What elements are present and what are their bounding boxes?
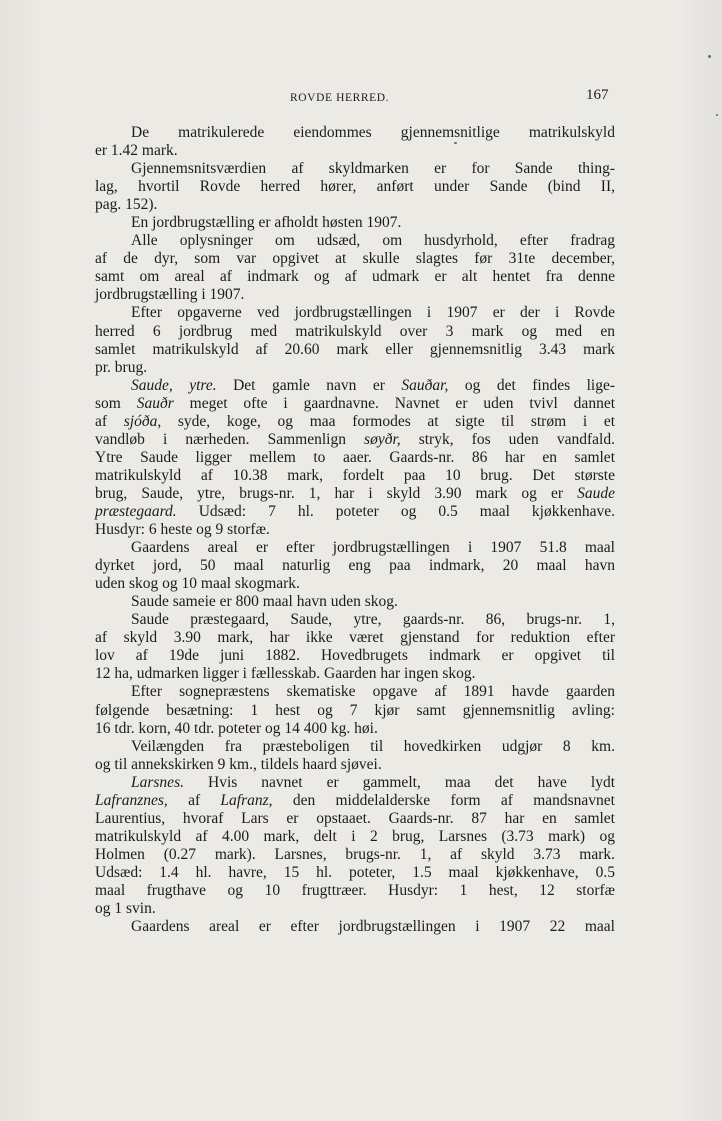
text-line: Gaardens areal er efter jordbrugstællingen i 1907 22 maal <box>131 918 615 936</box>
text-line: uden skog og 10 maal skogmark. <box>95 575 300 593</box>
text-line: lag, hvortil Rovde herred hører, anført under Sande (bind II, <box>95 178 615 196</box>
text-line <box>95 774 615 792</box>
text-line: Laurentius, hvoraf Lars er opstaaet. Gaards-nr. 87 har en samlet <box>95 809 615 827</box>
text-line: Holmen (0.27 mark). Larsnes, brugs-nr. 1, af skyld 3.73 mark. <box>95 845 615 863</box>
text-run: Det gamle navn er <box>216 376 402 394</box>
text-line: matrikulskyld af 4.00 mark, delt i 2 brug, Larsnes (3.73 mark) og <box>95 827 615 845</box>
italic-term: Saude <box>577 484 615 502</box>
text-line: Udsæd: 1.4 hl. havre, 15 hl. poteter, 1.5 maal kjøkkenhave, 0.5 <box>95 863 615 881</box>
italic-term: Lafranznes, <box>95 791 168 809</box>
text-run: Udsæd: 7 hl. poteter og 0.5 maal kjøkkenhave. <box>176 502 615 520</box>
text-line: Gaardens areal er efter jordbrugstællingen i 1907 51.8 maal <box>131 539 615 557</box>
text-line: jordbrugstælling i 1907. <box>95 286 245 304</box>
text-line: 16 tdr. korn, 40 tdr. poteter og 14 400 kg. høi. <box>95 719 378 737</box>
body-text <box>95 124 615 936</box>
italic-term: Sauðr <box>136 394 174 412</box>
running-head: ROVDE HERRED. <box>290 92 390 104</box>
text-line: dyrket jord, 50 maal naturlig eng paa indmark, 20 maal havn <box>95 557 615 575</box>
text-line: Husdyr: 6 heste og 9 storfæ. <box>95 521 270 539</box>
text-line: Alle oplysninger om udsæd, om husdyrhold, efter fradrag <box>131 232 615 250</box>
text-run: af <box>95 412 124 430</box>
text-line: er 1.42 mark. <box>95 142 178 160</box>
text-line: af skyld 3.90 mark, har ikke været gjenstand for reduktion efter <box>95 629 615 647</box>
text-line <box>95 395 615 413</box>
text-line: pr. brug. <box>95 358 148 376</box>
text-line: Saude præstegaard, Saude, ytre, gaards-nr. 86, brugs-nr. 1, <box>131 611 615 629</box>
text-line: og til annekskirken 9 km., tildels haard sjøvei. <box>95 755 382 773</box>
italic-term: Larsnes. <box>131 773 184 791</box>
italic-term: Sauðar, <box>401 376 449 394</box>
text-run: brug, Saude, ytre, brugs-nr. 1, har i skyld 3.90 mark og er <box>95 484 578 502</box>
text-run: syde, koge, og maa formodes at sigte til strøm i et <box>161 412 616 430</box>
text-run: af <box>167 791 221 809</box>
italic-term: Lafranz, <box>220 791 273 809</box>
italic-term: præstegaard. <box>95 502 177 520</box>
text-line <box>95 377 615 395</box>
italic-term: søyðr, <box>364 430 401 448</box>
text-line: En jordbrugstælling er afholdt høsten 1907. <box>131 214 402 232</box>
text-line: samt om areal af indmark og af udmark er alt hentet fra denne <box>95 268 615 286</box>
text-line: af de dyr, som var opgivet at skulle slagtes før 31te december, <box>95 250 615 268</box>
scan-speck <box>716 114 718 116</box>
italic-term: Saude, ytre. <box>131 376 217 394</box>
text-line: Veilængden fra præsteboligen til hovedkirken udgjør 8 km. <box>131 737 615 755</box>
scan-speck <box>708 55 711 58</box>
text-line <box>95 503 615 521</box>
italic-term: sjóða, <box>123 412 162 430</box>
text-line: Ytre Saude ligger mellem to aaer. Gaards-nr. 86 har en samlet <box>95 448 615 466</box>
text-line: De matrikulerede eiendommes gjennemsnitlige matrikulskyld <box>131 124 615 141</box>
text-run: meget ofte i gaardnavne. Navnet er uden tvivl dannet <box>173 394 616 412</box>
page-number: 167 <box>586 87 609 103</box>
text-line: Efter opgaverne ved jordbrugstællingen i 1907 er der i Rovde <box>131 304 615 322</box>
text-run: stryk, fos uden vandfald. <box>400 430 615 448</box>
text-line: matrikulskyld af 10.38 mark, fordelt paa 10 brug. Det største <box>95 466 615 484</box>
text-line: herred 6 jordbrug med matrikulskyld over 3 mark og med en <box>95 322 615 340</box>
text-line: Efter sognepræstens skematiske opgave af 1891 havde gaarden <box>131 683 615 701</box>
text-line <box>95 431 615 449</box>
text-run: den middelalderske form af mandsnavnet <box>272 791 615 809</box>
text-line: følgende besætning: 1 hest og 7 kjør samt gjennemsnitlig avling: <box>95 701 615 719</box>
text-line <box>95 792 615 810</box>
text-run: og det findes lige- <box>448 376 615 394</box>
text-line: Saude sameie er 800 maal havn uden skog. <box>131 593 398 611</box>
text-line: Gjennemsnitsværdien af skyldmarken er for Sande thing- <box>131 160 615 178</box>
text-line: og 1 svin. <box>95 900 156 918</box>
text-run: Hvis navnet er gammelt, maa det have lydt <box>183 773 615 791</box>
text-line: 12 ha, udmarken ligger i fællesskab. Gaarden har ingen skog. <box>95 665 476 683</box>
text-line: pag. 152). <box>95 196 158 214</box>
text-line: lov af 19de juni 1882. Hovedbrugets indmark er opgivet til <box>95 647 615 665</box>
text-line <box>95 485 615 503</box>
text-line: maal frugthave og 10 frugttræer. Husdyr: 1 hest, 12 storfæ <box>95 881 615 899</box>
text-run: vandløb i nærheden. Sammenlign <box>95 430 365 448</box>
text-line <box>95 413 615 431</box>
page-header <box>0 86 722 110</box>
text-line: samlet matrikulskyld af 20.60 mark eller gjennemsnitlig 3.43 mark <box>95 340 615 358</box>
text-run: som <box>95 394 137 412</box>
